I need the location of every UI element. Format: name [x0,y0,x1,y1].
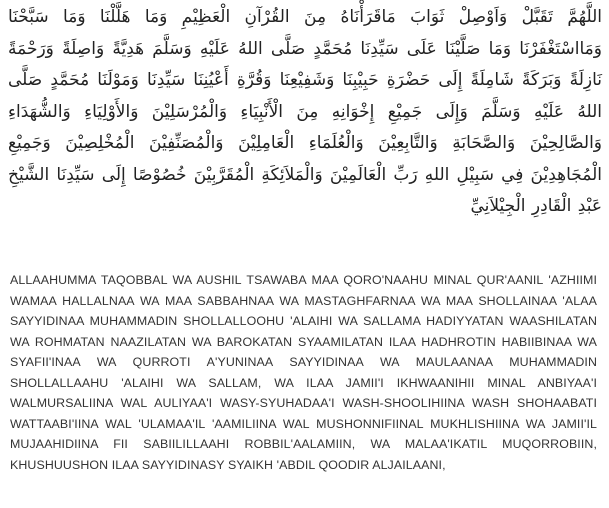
arabic-prayer-text: اللَّهُمَّ تَقَبَّلْ وَاَوْصِلْ ثَوَابَ مَاقَرَأْنَاهُ مِنَ القُرْآنِ الْعَظِيْمِ وَمَا هَلَّلْنَا وَمَا سَبَّحْنَا وَمَااسْتَغْفَرْنَا وَمَا صَلَّيْنَا عَلَى سَيِّدِنَا مُحَمَّدٍ صَلَّى اللهُ عَلَيْهِ وَسَلَّمَ هَدِيَّةً وَاصِلَةً وَرَحْمَةً نَازِلَةً وَبَرَكَةً شَامِلَةً إِلَى حَضْرَةِ حَبِيْبِنَا وَشَفِيْعِنَا وَقُرَّةِ أَعْيُنِنَا سَيِّدِنَا وَمَوْلَنَا مُحَمَّدٍ صَلَّى اللهُ عَلَيْهِ وَسَلَّمَ وَإِلَى جَمِيْعِ إِخْوَانِهِ مِنَ الْأَنْبِيَاءِ وَالْمُرْسَلِيْنَ وَالأَوْلِيَاءِ وَالشُّهَدَاءِ وَالصَّالِحِيْنَ وَالصَّحَابَةِ وَالتَّابِعِيْنَ وَالْعُلَمَاءِ الْعَامِلِيْنَ وَالْمُصَنِّفِيْنَ الْمُخْلِصِيْنَ وَجَمِيْعِ الْمُجَاهِدِيْنَ فِي سَبِيْلِ اللهِ رَبِّ الْعَالَمِيْنَ وَالْمَلاَئِكَةِ الْمُقَرَّبِيْنَ خُصُوْصًا إِلَى سَيِّدِنَا الشَّيْخِ عَبْدِ الْقَادِرِ الْجِيْلاَنِيِّ [8,7,602,216]
transliteration-text: ALLAAHUMMA TAQOBBAL WA AUSHIL TSAWABA MAA QORO'NAAHU MINAL QUR'AANIL 'AZHIIMI WAMAA HALLALNAA WA MAA SABBAHNAA WA MASTAGHFARNAA WA MAA SHOLLAINAA 'ALAA SAYYIDINAA MUHAMMADIN SHOLLALLOOHU 'ALAIHI WA SALLAMA HADIYYATAN WAASHILATAN WA ROHMATAN NAAZILATAN WA BAROKATAN SYAAMILATAN ILAA HADHROTIN HABIIBINAA WA SYAFII'INAA WA QURROTI A'YUNINAA SAYYIDINAA WA MAULAANAA MUHAMMADIN SHOLLALLAAHU 'ALAIHI WA SALLAM, WA ILAA JAMII'I IKHWAANIHII MINAL ANBIYAA'I WALMURSALIINA WAL AULIYAA'I WASY-SYUHADAA'I WASH-SHOOLIHIINA WASH SHOHAABATI WATTAABI'IINA WAL 'ULAMAA'IL 'AAMILIINA WAL MUSHONNIFIINAL MUKHLISHIINA WA JAMII'IL MUJAAHIDIINA FII SABIILILLAAHI ROBBIL'AALAMIIN, WA MALAA'IKATIL MUQORROBIIN, KHUSHUUSHON ILAA SAYYIDINASY SYAIKH 'ABDIL QOODIR ALJAILAANI, [10,273,597,472]
